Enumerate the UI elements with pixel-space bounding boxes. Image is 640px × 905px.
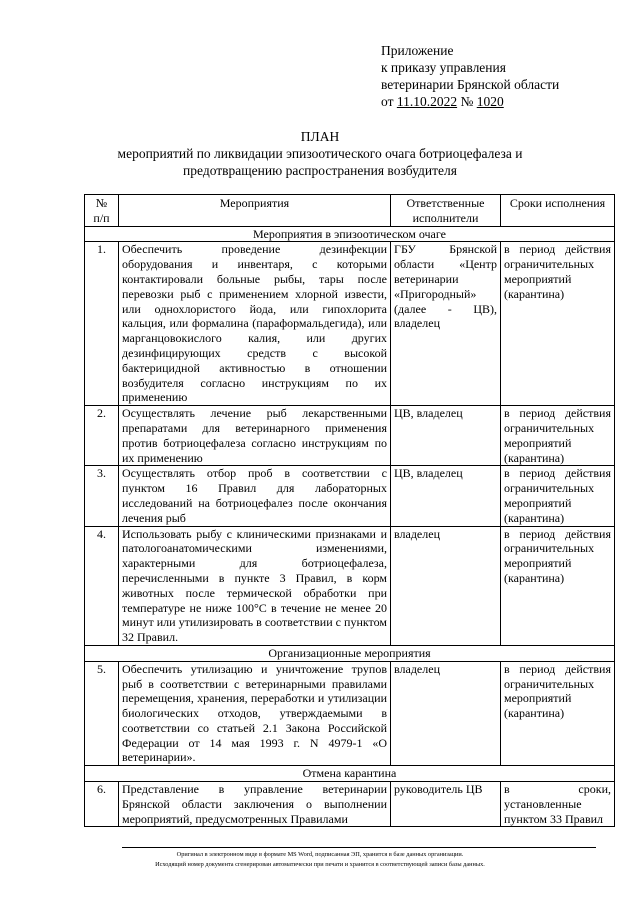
row-terms: в период действия ограничительных мероприятий (карантина) — [501, 466, 615, 526]
footer-line-1: Оригинал в электронном виде в формате MS Word, подписанная ЭП, хранится в базе данных организации. — [176, 851, 464, 858]
row-num: 5. — [85, 661, 119, 766]
plan-subtitle-line-2: предотвращению распространения возбудителя — [183, 163, 457, 178]
section-title: Организационные мероприятия — [85, 645, 615, 661]
number-sign: № — [457, 94, 477, 109]
footer-divider — [122, 847, 596, 848]
table-row — [85, 406, 615, 466]
row-action: Использовать рыбу с клиническими признаками и патологоанатомическими изменениями, характерными для ботриоцефалеза, перечисленными в пункте 3 Правил, в корм животных после термической обработки при температуре не ниже 100°С в течение не менее 20 минут или утилизировать в соответствии с пунктом 32 Правил. — [119, 526, 391, 645]
row-responsible: владелец — [391, 661, 501, 766]
row-num: 1. — [85, 242, 119, 406]
section-title: Мероприятия в эпизоотическом очаге — [85, 226, 615, 242]
row-action: Представление в управление ветеринарии Брянской области заключения о выполнении мероприятий, предусмотренных Правилами — [119, 782, 391, 827]
footer-line-2: Исходящий номер документа сгенерирован автоматически при печати и хранится в соответствующей записи базы данных. — [155, 860, 485, 868]
row-responsible: ЦВ, владелец — [391, 466, 501, 526]
plan-table — [84, 194, 615, 827]
row-num: 3. — [85, 466, 119, 526]
header-num-line-2: п/п — [93, 210, 110, 225]
appendix-block — [381, 42, 559, 110]
header-responsible — [391, 195, 501, 227]
header-responsible-line-1: Ответственные — [406, 196, 485, 210]
row-terms: в период действия ограничительных мероприятий (карантина) — [501, 242, 615, 406]
row-action: Обеспечить проведение дезинфекции оборудования и инвентаря, с которыми контактировали больные рыбы, тары после перевозки рыб с применением хлорной извести, или однохлористого йода, или гипохлорита кальция, или формалина (параформальдегида), или марганцовокислого калия, или других дезинфицирующих средств с высокой бактерицидной активностью в отношении возбудителя согласно инструкциям по их применению — [119, 242, 391, 406]
row-num: 6. — [85, 782, 119, 827]
row-action: Осуществлять лечение рыб лекарственными препаратами для ветеринарного применения против ботриоцефалеза согласно инструкциям по их применению — [119, 406, 391, 466]
appendix-line-2: к приказу управления — [381, 60, 506, 75]
table-row — [85, 242, 615, 406]
section-title: Отмена карантина — [85, 766, 615, 782]
table-row — [85, 782, 615, 827]
appendix-order-line — [381, 93, 559, 110]
section-row — [85, 766, 615, 782]
row-terms: в сроки, установленные пунктом 33 Правил — [501, 782, 615, 827]
row-responsible: ГБУ Брянской области «Центр ветеринарии «Пригородный» (далее - ЦВ), владелец — [391, 242, 501, 406]
row-terms: в период действия ограничительных мероприятий (карантина) — [501, 526, 615, 645]
footer-note — [0, 850, 640, 869]
section-row — [85, 645, 615, 661]
appendix-prefix: от — [381, 94, 397, 109]
header-terms: Сроки исполнения — [501, 195, 615, 227]
row-responsible: ЦВ, владелец — [391, 406, 501, 466]
row-terms: в период действия ограничительных мероприятий (карантина) — [501, 406, 615, 466]
row-action: Обеспечить утилизацию и уничтожение трупов рыб в соответствии с ветеринарными правилами перемещения, хранения, переработки и утилизации биологических отходов, утверждаемыми в соответствии со статьей 2.1 Закона Российской Федерации от 14 мая 1993 г. N 4979-1 «О ветеринарии». — [119, 661, 391, 766]
row-num: 4. — [85, 526, 119, 645]
table-row — [85, 661, 615, 766]
appendix-line-1: Приложение — [381, 43, 454, 58]
plan-title: ПЛАН — [300, 129, 340, 144]
plan-heading — [0, 128, 640, 179]
header-responsible-line-2: исполнители — [412, 210, 479, 225]
order-date: 11.10.2022 — [396, 94, 458, 109]
row-num: 2. — [85, 406, 119, 466]
header-num — [85, 195, 119, 227]
section-row — [85, 226, 615, 242]
header-num-line-1: № — [95, 196, 108, 210]
table-header-row — [85, 195, 615, 227]
row-responsible: владелец — [391, 526, 501, 645]
row-action: Осуществлять отбор проб в соответствии с пунктом 16 Правил для лабораторных исследований на ботриоцефалез после окончания лечения рыб — [119, 466, 391, 526]
order-number: 1020 — [476, 94, 504, 109]
table-row — [85, 466, 615, 526]
header-action: Мероприятия — [119, 195, 391, 227]
row-terms: в период действия ограничительных мероприятий (карантина) — [501, 661, 615, 766]
appendix-line-3: ветеринарии Брянской области — [381, 77, 560, 92]
table-row — [85, 526, 615, 645]
plan-subtitle-line-1: мероприятий по ликвидации эпизоотического очага ботриоцефалеза и — [117, 146, 523, 161]
row-responsible: руководитель ЦВ — [391, 782, 501, 827]
